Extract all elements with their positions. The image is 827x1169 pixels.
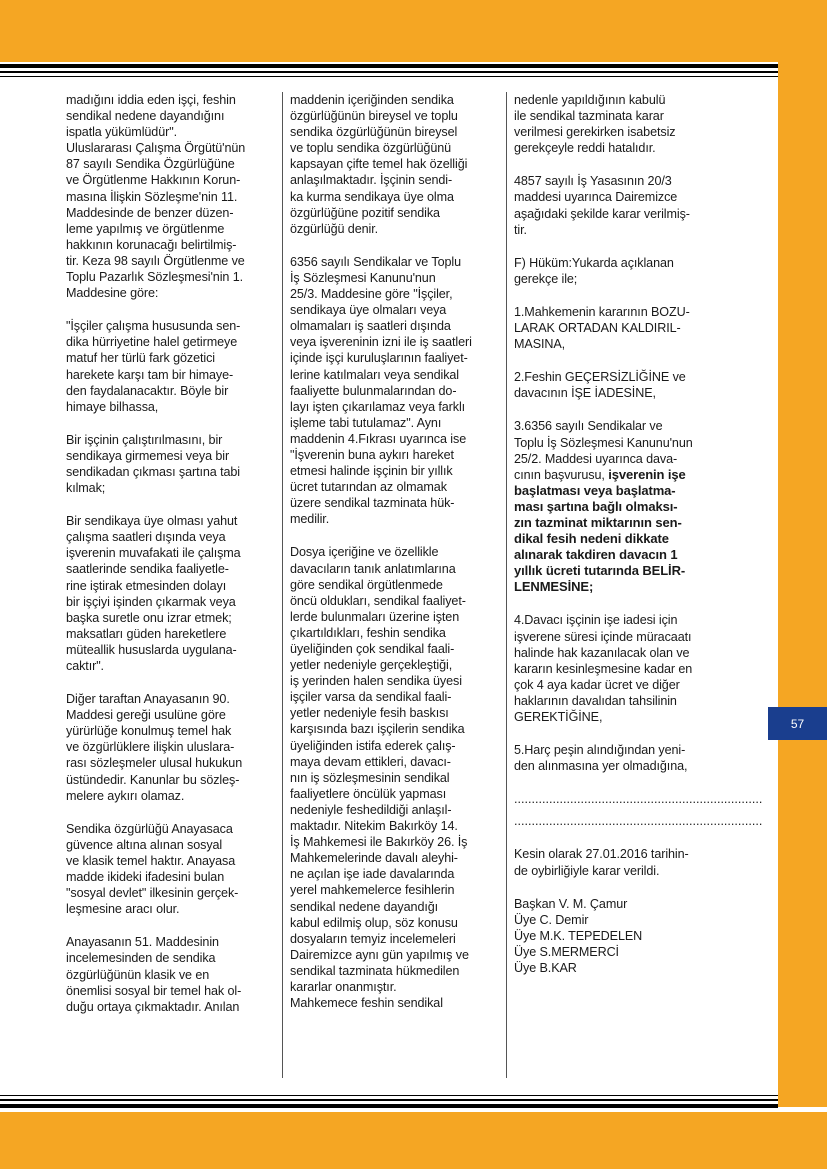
paragraph: 6356 sayılı Sendikalar ve Toplu İş Sözleşmesi Kanunu'nun 25/3. Maddesine göre "İşçiler, sendikaya üye olmaları veya olmamaları iş saatleri dışında veya işvereninin izni ile iş saatleri içinde işçi kuruluşlarının faaliyet- lerine katılmaları veya sendikal faaliyette bulunmalarından do- layı işten çıkarılamaz veya farklı işleme tabi tutulamaz". Aynı maddenin 4.Fıkrası uyarınca ise "İşverenin buna aykırı hareket etmesi halinde işçinin bir yıllık ücret tutarından az olmamak üzere sendikal tazminata hük- medilir. (290, 254, 472, 527)
text-column-2 (290, 92, 502, 1028)
column-divider-2 (506, 92, 507, 1078)
paragraph: nedenle yapıldığının kabulü ile sendikal tazminata karar verilmesi gerekirken isabetsiz gerekçeyle reddi hatalıdır. (514, 93, 676, 156)
signature-line: Üye M.K. TEPEDELEN (514, 928, 643, 943)
signature-line: Üye S.MERMERCİ (514, 944, 619, 959)
ruling-item-3-bold: işverenin işe başlatması veya başlatma- ması şartına bağlı olmaksı- zın tazminat miktarının sen- dikal fesih nedeni dikkate alınarak takdiren davacın 1 yıllık ücreti tutarında BELİR- LENMESİNE; (514, 466, 686, 595)
footer-rule-thin (0, 1095, 778, 1096)
ruling-item-1: 1.Mahkemenin kararının BOZU- LARAK ORTADAN KALDIRIL- MASINA, (514, 304, 690, 352)
footer-rule-mid (0, 1099, 778, 1101)
right-orange-margin (778, 62, 827, 1107)
column-divider-1 (282, 92, 283, 1078)
top-orange-band (0, 0, 827, 62)
signature-block (514, 896, 726, 976)
ruling-item-2: 2.Feshin GEÇERSİZLİĞİNE ve davacının İŞE İADESİNE, (514, 370, 686, 401)
paragraph: maddenin içeriğinden sendika özgürlüğünün bireysel ve toplu sendika özgürlüğünün bireysel ve toplu sendika özgürlüğünü kapsayan çifte temel hak özelliği anlaşılmaktadır. İşçinin sendi- ka kurma sendikaya üye olma özgürlüğüne pozitif sendika özgürlüğü denir. (290, 93, 468, 236)
footer-rule-thick (0, 1104, 778, 1108)
ruling-heading: F) Hüküm:Yukarda açıklanan gerekçe ile; (514, 255, 674, 286)
ruling-item-3 (514, 418, 726, 595)
header-rule-thin (0, 76, 778, 77)
page-number-tab (768, 707, 827, 740)
paragraph: Anayasanın 51. Maddesinin incelemesinden de sendika özgürlüğünün klasik ve en önemlisi sosyal bir temel hak ol- duğu ortaya çıkmaktadır. Anılan (66, 935, 242, 1014)
paragraph: 4857 sayılı İş Yasasının 20/3 maddesi uyarınca Dairemizce aşağıdaki şekilde karar verilmiş- tir. (514, 174, 690, 237)
dotted-line-1: ....................................................................... (514, 792, 763, 807)
bottom-orange-band (0, 1112, 827, 1169)
dotted-line-2: ....................................................................... (514, 814, 763, 829)
paragraph: madığını iddia eden işçi, feshin sendikal nedene dayandığını ispatla yükümlüdür". Uluslararası Çalışma Örgütü'nün 87 sayılı Sendika Özgürlüğüne ve Örgütlenme Hakkının Korun- masına İlişkin Sözleşme'nin 11. Maddesinde de benzer düzen- leme yapılmış ve örgütlenme hakkının korunacağı belirtilmiş- tir. Keza 98 sayılı Örgütlenme ve Toplu Pazarlık Sözleşmesi'nin 1. Maddesine göre: (66, 93, 246, 301)
paragraph: Bir sendikaya üye olması yahut çalışma saatleri dışında veya işverenin muvafakati ile çalışma saatlerinde sendika faaliyetle- rine iştirak etmesinden dolayı bir işçiyi işinden çıkarmak veya başka suretle onu izrar etmek; maksatları güden hareketlere müteallik hususlarda uygulana- caktır". (66, 514, 241, 673)
header-rule-mid (0, 71, 778, 73)
paragraph: "İşçiler çalışma hususunda sen- dika hürriyetine halel getirmeye matuf her türlü fark gözetici harekete karşı tam bir himaye- den faydalanacaktır. Böyle bir himaye bilhassa, (66, 319, 241, 414)
paragraph: Diğer taraftan Anayasanın 90. Maddesi gereği usulüne göre yürürlüğe konulmuş temel hak ve özgürlüklere ilişkin uluslara- rası sözleşmeler ulusal hukukun üstündedir. Kanunlar bu sözleş- melere aykırı olamaz. (66, 692, 243, 803)
paragraph: Bir işçinin çalıştırılmasını, bir sendikaya girmemesi veya bir sendikadan çıkması şartına tabi kılmak; (66, 432, 241, 496)
signature-line: Üye C. Demir (514, 912, 589, 927)
ruling-item-3-text: 3.6356 sayılı Sendikalar ve Toplu İş Sözleşmesi Kanunu'nun 25/2. Maddesi uyarınca dava- cının başvurusu, (514, 419, 693, 482)
signature-line: Üye B.KAR (514, 961, 577, 976)
signature-line: Başkan V. M. Çamur (514, 896, 628, 911)
paragraph: Sendika özgürlüğü Anayasaca güvence altına alınan sosyal ve klasik temel haktır. Anayasa madde ikideki ifadesini bulan "sosyal devlet" ilkesinin gerçek- leşmesine aracı olur. (66, 821, 239, 917)
header-rule-thick (0, 64, 778, 68)
paragraph: Dosya içeriğine ve özellikle davacıların tanık anlatımlarına göre sendikal örgütlenmede öncü oldukları, sendikal faaliyet- lerde bulunmaları üzerine işten çıkartıldıkları, feshin sendika üyeliğinden çok sendikal faali- yetler nedeniyle gerçekleştiği, iş yerinden halen sendika üyesi işçiler varsa da sendikal faali- yetler nedeniyle fesih baskısı karşısında bazı işçilerin sendika üyeliğinden istifa ederek çalış- maya devam ettikleri, davacı- nın iş sözleşmesinin sendikal faaliyetlere öncülük yapması nedeniyle feshedildiği anlaşıl- maktadır. Nitekim Bakırköy 14. İş Mahkemesi ile Bakırköy 26. İş Mahkemelerinde davalı aleyhi- ne açılan işe iade davalarında yerel mahkemelerce fesihlerin sendikal nedene dayandığı kabul edilmiş olup, söz konusu dosyaların temyiz incelemeleri Dairemizce aynı gün yapılmış ve sendikal tazminata hükmedilen kararlar onanmıştır. Mahkemece feshin sendikal (290, 545, 469, 1011)
text-column-1 (66, 92, 276, 1032)
page-number: 57 (790, 716, 805, 731)
ruling-item-5: 5.Harç peşin alındığından yeni- den alınmasına yer olmadığına, (514, 743, 688, 774)
decision-statement: Kesin olarak 27.01.2016 tarihin- de oybirliğiyle karar verildi. (514, 847, 689, 878)
text-column-3 (514, 92, 763, 976)
ruling-item-4: 4.Davacı işçinin işe iadesi için işverene süresi içinde müracaatı halinde hak kazanılacak olan ve kararın kesinleşmesine kadar en çok 4 aya kadar ücret ve diğer haklarının davalıdan tahsilinin GEREKTİĞİNE, (514, 613, 693, 724)
